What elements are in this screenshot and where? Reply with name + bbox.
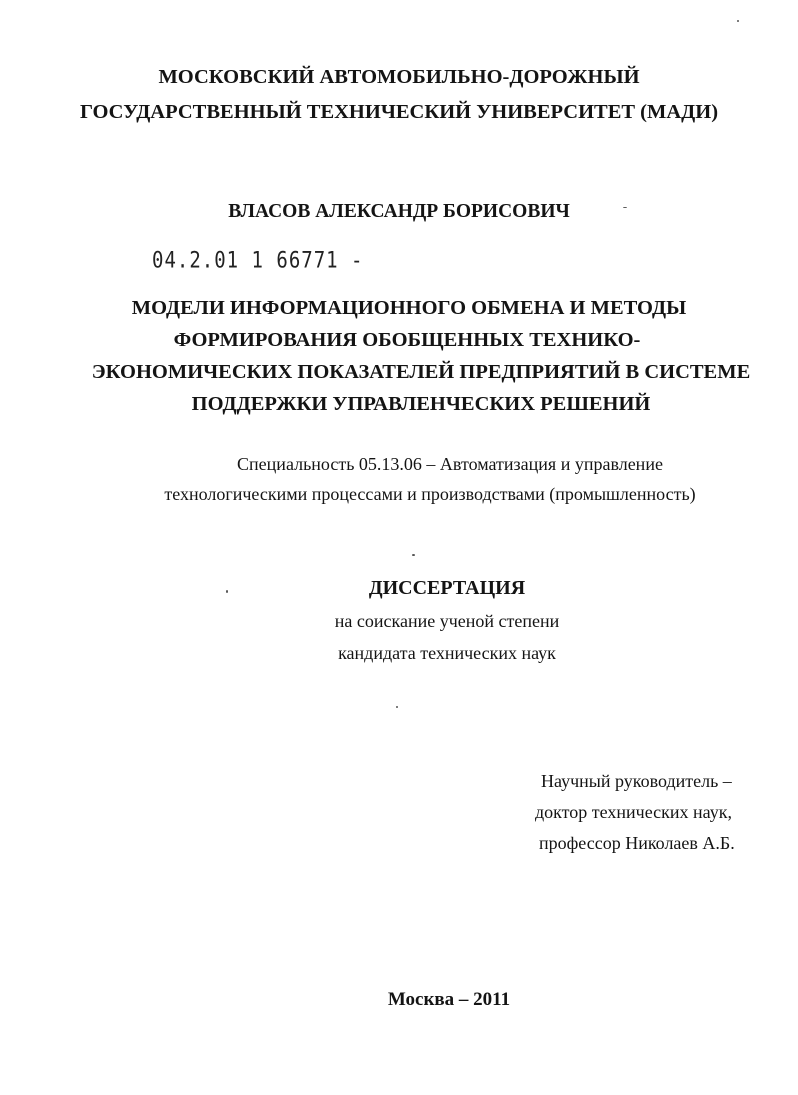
specialty-line-2: технологическими процессами и производствами (промышленность) <box>164 484 696 504</box>
university-name-line-1: МОСКОВСКИЙ АВТОМОБИЛЬНО-ДОРОЖНЫЙ <box>158 66 640 88</box>
university-name-line-2: ГОСУДАРСТВЕННЫЙ ТЕХНИЧЕСКИЙ УНИВЕРСИТЕТ (МАДИ) <box>79 101 719 123</box>
degree-line-1: на соискание ученой степени <box>334 611 560 631</box>
scan-speck <box>737 20 739 22</box>
dissertation-title-line-2: ФОРМИРОВАНИЯ ОБОБЩЕННЫХ ТЕХНИКО- <box>173 329 641 351</box>
supervisor-line-3: профессор Николаев А.Б. <box>539 833 735 853</box>
city-and-year: Москва – 2011 <box>387 989 511 1010</box>
supervisor-line-2: доктор технических наук, <box>535 802 732 822</box>
specialty-line-1: Специальность 05.13.06 – Автоматизация и управление <box>237 454 663 474</box>
dissertation-title-line-3: ЭКОНОМИЧЕСКИХ ПОКАЗАТЕЛЕЙ ПРЕДПРИЯТИЙ В СИСТЕМЕ <box>91 361 751 383</box>
scan-speck <box>226 590 228 593</box>
dissertation-title-line-4: ПОДДЕРЖКИ УПРАВЛЕНЧЕСКИХ РЕШЕНИЙ <box>191 393 651 415</box>
degree-line-2: кандидата технических наук <box>338 643 556 663</box>
supervisor-line-1: Научный руководитель – <box>541 771 732 791</box>
scan-speck <box>396 706 398 708</box>
dissertation-heading: ДИССЕРТАЦИЯ <box>368 577 526 599</box>
scan-speck <box>623 207 627 208</box>
scan-speck <box>412 554 415 556</box>
dissertation-title-line-1: МОДЕЛИ ИНФОРМАЦИОННОГО ОБМЕНА И МЕТОДЫ <box>131 297 687 319</box>
author-name: ВЛАСОВ АЛЕКСАНДР БОРИСОВИЧ <box>228 201 570 222</box>
catalog-code-stamp: 04.2.01 1 66771 - <box>152 248 364 274</box>
